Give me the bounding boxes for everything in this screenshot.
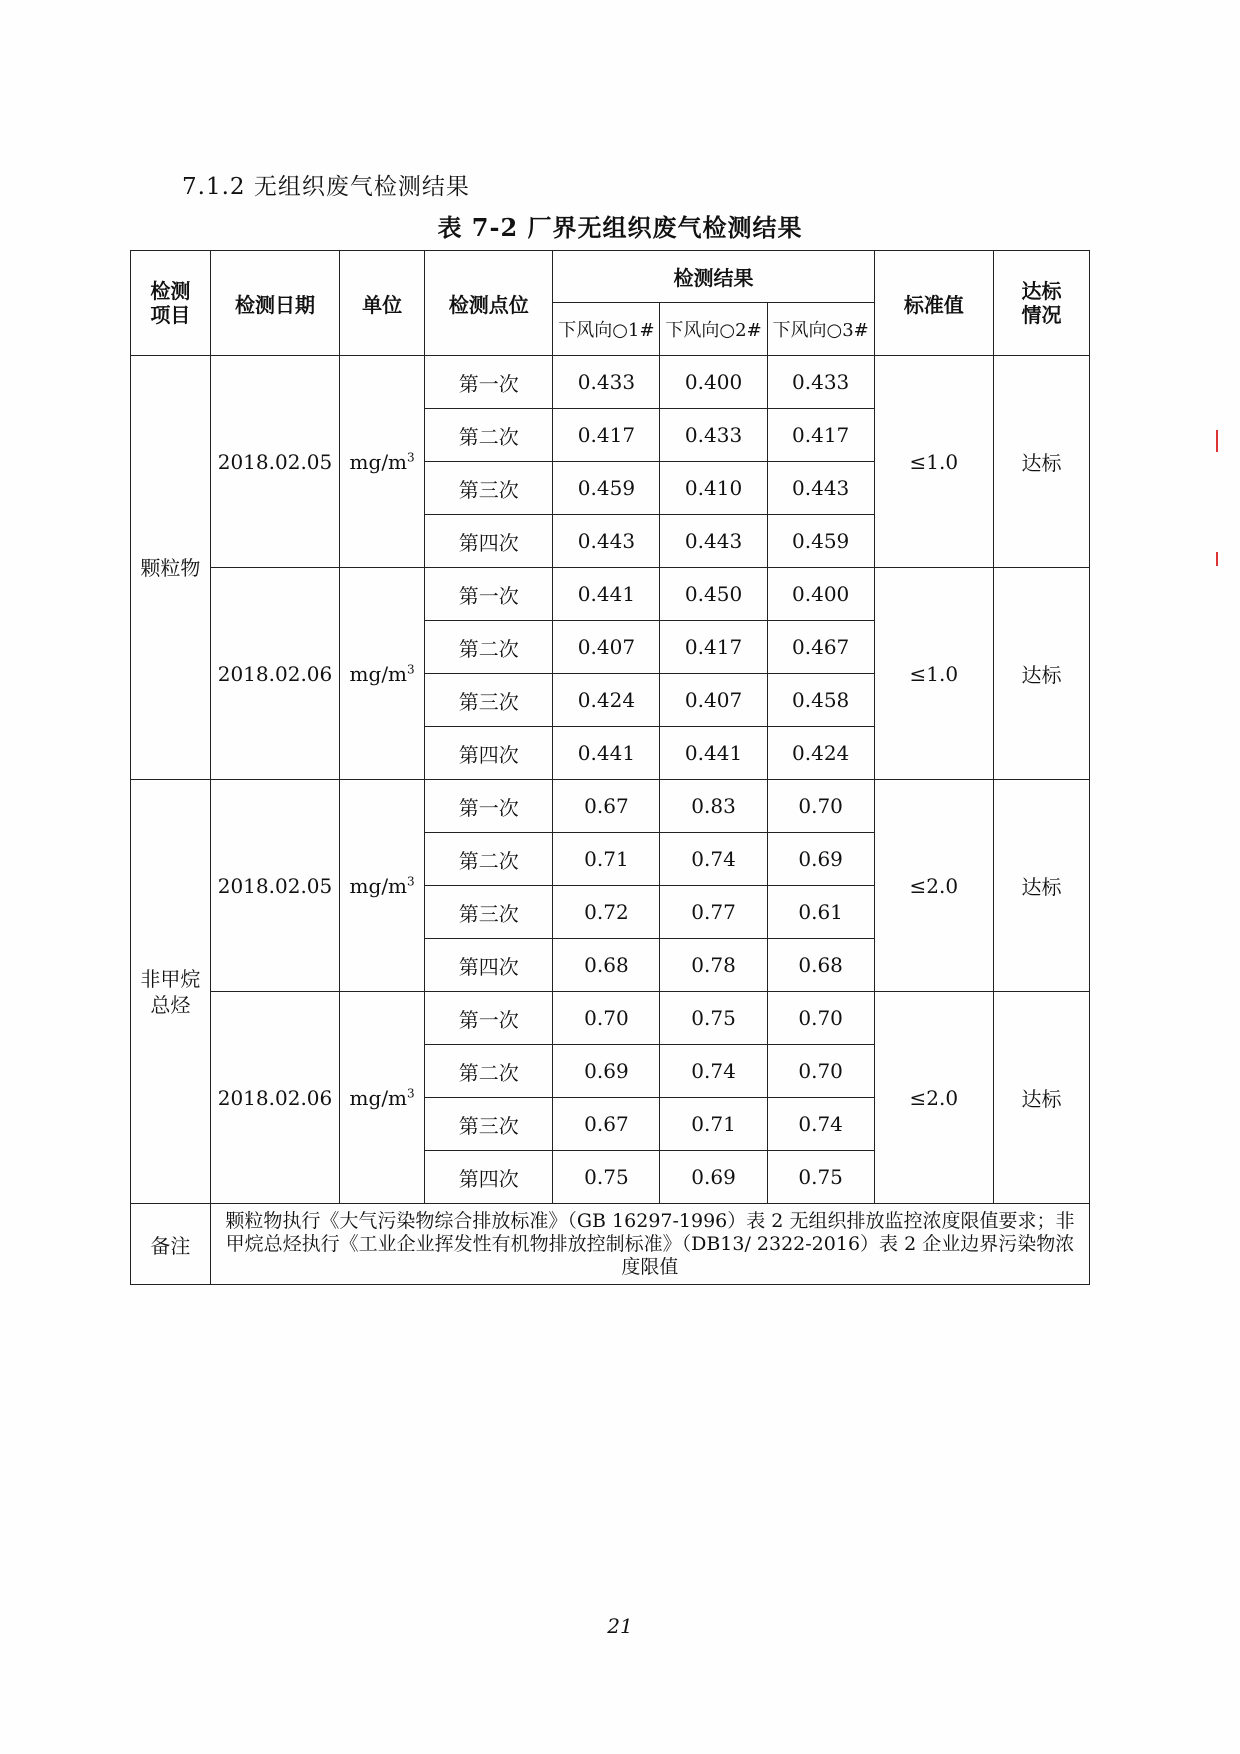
status-cell: 达标 bbox=[993, 356, 1089, 568]
value-cell: 0.433 bbox=[767, 356, 874, 409]
value-cell: 0.433 bbox=[553, 356, 660, 409]
unit-cell bbox=[340, 780, 425, 992]
date-cell: 2018.02.05 bbox=[210, 780, 339, 992]
point-cell: 第二次 bbox=[425, 833, 553, 886]
unit-base: mg/m bbox=[349, 449, 408, 474]
unit-exponent: 3 bbox=[407, 1085, 415, 1100]
item-cell: 颗粒物 bbox=[131, 356, 211, 780]
item-cell: 非甲烷 总烃 bbox=[131, 780, 211, 1204]
standard-cell: ≤2.0 bbox=[874, 780, 993, 992]
point-cell: 第三次 bbox=[425, 886, 553, 939]
value-cell: 0.83 bbox=[660, 780, 767, 833]
status-cell: 达标 bbox=[993, 780, 1089, 992]
value-cell: 0.459 bbox=[767, 515, 874, 568]
header-sub-2: 下风向○2# bbox=[660, 303, 767, 356]
unit-exponent: 3 bbox=[407, 449, 415, 464]
standard-cell: ≤1.0 bbox=[874, 568, 993, 780]
header-sub-1: 下风向○1# bbox=[553, 303, 660, 356]
value-cell: 0.417 bbox=[767, 409, 874, 462]
value-cell: 0.443 bbox=[660, 515, 767, 568]
point-cell: 第二次 bbox=[425, 621, 553, 674]
value-cell: 0.458 bbox=[767, 674, 874, 727]
header-status: 达标 情况 bbox=[993, 251, 1089, 356]
header-results: 检测结果 bbox=[553, 251, 874, 303]
unit-cell bbox=[340, 992, 425, 1204]
standard-cell: ≤1.0 bbox=[874, 356, 993, 568]
value-cell: 0.450 bbox=[660, 568, 767, 621]
value-cell: 0.443 bbox=[767, 462, 874, 515]
value-cell: 0.71 bbox=[660, 1098, 767, 1151]
value-cell: 0.417 bbox=[660, 621, 767, 674]
value-cell: 0.70 bbox=[767, 780, 874, 833]
note-text: 颗粒物执行《大气污染物综合排放标准》（GB 16297-1996）表 2 无组织排放监控浓度限值要求；非甲烷总烃执行《工业企业挥发性有机物排放控制标准》（DB13/ 2322-2016）表 2 企业边界污染物浓度限值 bbox=[210, 1204, 1089, 1285]
unit-cell bbox=[340, 568, 425, 780]
point-cell: 第一次 bbox=[425, 356, 553, 409]
table-row bbox=[131, 780, 1090, 833]
unit-cell bbox=[340, 356, 425, 568]
unit-base: mg/m bbox=[349, 873, 408, 898]
point-cell: 第一次 bbox=[425, 568, 553, 621]
value-cell: 0.74 bbox=[767, 1098, 874, 1151]
value-cell: 0.72 bbox=[553, 886, 660, 939]
value-cell: 0.67 bbox=[553, 780, 660, 833]
value-cell: 0.75 bbox=[660, 992, 767, 1045]
note-label: 备注 bbox=[131, 1204, 211, 1285]
header-unit: 单位 bbox=[340, 251, 425, 356]
table-body bbox=[131, 356, 1090, 1285]
point-cell: 第三次 bbox=[425, 1098, 553, 1151]
value-cell: 0.75 bbox=[767, 1151, 874, 1204]
date-cell: 2018.02.05 bbox=[210, 356, 339, 568]
point-cell: 第二次 bbox=[425, 409, 553, 462]
value-cell: 0.433 bbox=[660, 409, 767, 462]
point-cell: 第一次 bbox=[425, 780, 553, 833]
header-point: 检测点位 bbox=[425, 251, 553, 356]
value-cell: 0.69 bbox=[660, 1151, 767, 1204]
value-cell: 0.68 bbox=[553, 939, 660, 992]
status-cell: 达标 bbox=[993, 568, 1089, 780]
status-cell: 达标 bbox=[993, 992, 1089, 1204]
value-cell: 0.70 bbox=[553, 992, 660, 1045]
value-cell: 0.441 bbox=[660, 727, 767, 780]
value-cell: 0.441 bbox=[553, 568, 660, 621]
value-cell: 0.407 bbox=[553, 621, 660, 674]
value-cell: 0.69 bbox=[553, 1045, 660, 1098]
standard-cell: ≤2.0 bbox=[874, 992, 993, 1204]
value-cell: 0.68 bbox=[767, 939, 874, 992]
value-cell: 0.61 bbox=[767, 886, 874, 939]
date-cell: 2018.02.06 bbox=[210, 568, 339, 780]
value-cell: 0.77 bbox=[660, 886, 767, 939]
margin-mark bbox=[1216, 552, 1218, 566]
value-cell: 0.441 bbox=[553, 727, 660, 780]
value-cell: 0.75 bbox=[553, 1151, 660, 1204]
unit-base: mg/m bbox=[349, 661, 408, 686]
header-standard: 标准值 bbox=[874, 251, 993, 356]
value-cell: 0.70 bbox=[767, 992, 874, 1045]
margin-mark bbox=[1216, 430, 1218, 452]
value-cell: 0.71 bbox=[553, 833, 660, 886]
point-cell: 第四次 bbox=[425, 515, 553, 568]
table-row bbox=[131, 568, 1090, 621]
point-cell: 第二次 bbox=[425, 1045, 553, 1098]
value-cell: 0.78 bbox=[660, 939, 767, 992]
point-cell: 第四次 bbox=[425, 939, 553, 992]
value-cell: 0.424 bbox=[553, 674, 660, 727]
point-cell: 第一次 bbox=[425, 992, 553, 1045]
header-date: 检测日期 bbox=[210, 251, 339, 356]
value-cell: 0.74 bbox=[660, 1045, 767, 1098]
point-cell: 第三次 bbox=[425, 462, 553, 515]
table-row bbox=[131, 992, 1090, 1045]
value-cell: 0.70 bbox=[767, 1045, 874, 1098]
value-cell: 0.459 bbox=[553, 462, 660, 515]
date-cell: 2018.02.06 bbox=[210, 992, 339, 1204]
unit-exponent: 3 bbox=[407, 661, 415, 676]
value-cell: 0.410 bbox=[660, 462, 767, 515]
value-cell: 0.443 bbox=[553, 515, 660, 568]
page-number: 21 bbox=[607, 1614, 633, 1638]
value-cell: 0.400 bbox=[767, 568, 874, 621]
header-item: 检测 项目 bbox=[131, 251, 211, 356]
table-title: 表 7-2 厂界无组织废气检测结果 bbox=[437, 213, 803, 242]
point-cell: 第四次 bbox=[425, 1151, 553, 1204]
note-row bbox=[131, 1204, 1090, 1285]
value-cell: 0.417 bbox=[553, 409, 660, 462]
point-cell: 第三次 bbox=[425, 674, 553, 727]
unit-base: mg/m bbox=[349, 1085, 408, 1110]
table-row bbox=[131, 356, 1090, 409]
results-table bbox=[130, 250, 1090, 1285]
value-cell: 0.400 bbox=[660, 356, 767, 409]
value-cell: 0.67 bbox=[553, 1098, 660, 1151]
value-cell: 0.467 bbox=[767, 621, 874, 674]
header-sub-3: 下风向○3# bbox=[767, 303, 874, 356]
unit-exponent: 3 bbox=[407, 873, 415, 888]
value-cell: 0.74 bbox=[660, 833, 767, 886]
point-cell: 第四次 bbox=[425, 727, 553, 780]
value-cell: 0.424 bbox=[767, 727, 874, 780]
section-heading: 7.1.2 无组织废气检测结果 bbox=[182, 174, 470, 200]
value-cell: 0.69 bbox=[767, 833, 874, 886]
value-cell: 0.407 bbox=[660, 674, 767, 727]
